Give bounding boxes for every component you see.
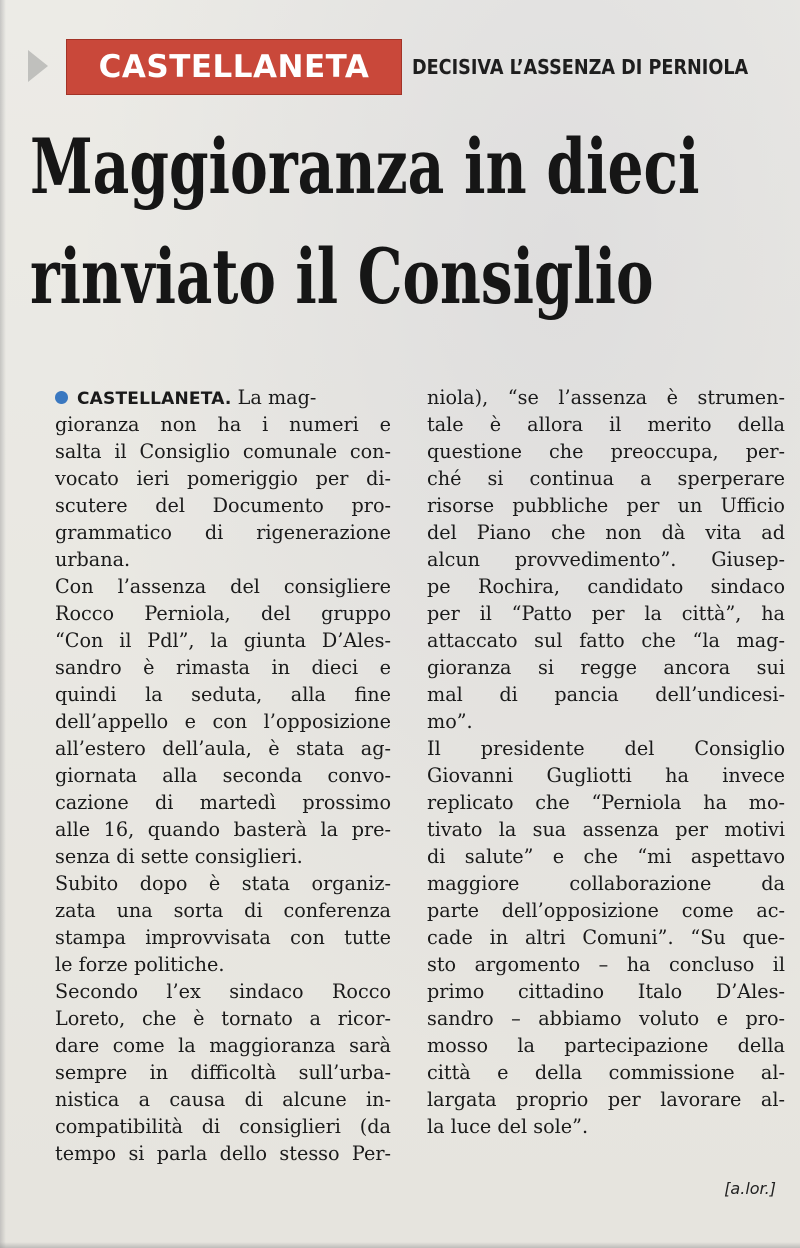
article-line: cazione di martedì prossimo (55, 791, 391, 814)
article-line: alle 16, quando basterà la pre- (55, 818, 391, 841)
headline-line-1: Maggioranza in dieci (30, 122, 700, 211)
article-line: tivato la sua assenza per motivi (427, 818, 785, 841)
article-line: per il “Patto per la città”, ha (427, 602, 785, 625)
article-line-text: La mag- (231, 386, 317, 409)
kicker-subtitle: DECISIVA L’ASSENZA DI PERNIOLA (412, 55, 749, 79)
headline-line-2: rinviato il Consiglio (30, 232, 654, 321)
article-line: Il presidente del Consiglio (427, 737, 785, 760)
article-line: quindi la seduta, alla fine (55, 683, 391, 706)
article-line: attaccato sul fatto che “la mag- (427, 629, 785, 652)
article-line: Loreto, che è tornato a ricor- (55, 1007, 391, 1030)
article-line: Con l’assenza del consigliere (55, 575, 391, 598)
article-line: giornata alla seconda convo- (55, 764, 391, 787)
article-line: ché si continua a sperperare (427, 467, 785, 490)
article-line: sandro – abbiamo voluto e pro- (427, 1007, 785, 1030)
article-line: nistica a causa di alcune in- (55, 1088, 391, 1111)
article-line: zata una sorta di conferenza (55, 899, 391, 922)
article-line: Subito dopo è stata organiz- (55, 872, 391, 895)
scan-edge-left (0, 0, 6, 1248)
article-line: Rocco Perniola, del gruppo (55, 602, 391, 625)
article-line: sandro è rimasta in dieci e (55, 656, 391, 679)
article-line: grammatico di rigenerazione (55, 521, 391, 544)
article-line: gioranza si regge ancora sui (427, 656, 785, 679)
article-line: mal di pancia dell’undicesi- (427, 683, 785, 706)
article-first-line (55, 384, 391, 411)
article-line: vocato ieri pomeriggio per di- (55, 467, 391, 490)
arrow-icon (28, 50, 48, 82)
article-column-right (427, 384, 785, 1140)
article-line: città e della commissione al- (427, 1061, 785, 1084)
author-signature: [a.lor.] (724, 1179, 776, 1198)
article-line: scutere del Documento pro- (55, 494, 391, 517)
kicker-location: CASTELLANETA (66, 39, 402, 95)
article-line: gioranza non ha i numeri e (55, 413, 391, 436)
article-line: sempre in difficoltà sull’urba- (55, 1061, 391, 1084)
article-line: compatibilità di consiglieri (da (55, 1115, 391, 1138)
article-line: “Con il Pdl”, la giunta D’Ales- (55, 629, 391, 652)
article-line: la luce del sole”. (427, 1115, 589, 1138)
scan-edge-bottom (0, 1242, 800, 1248)
article-line: alcun provvedimento”. Giusep- (427, 548, 785, 571)
article-line: Secondo l’ex sindaco Rocco (55, 980, 391, 1003)
article-line: risorse pubbliche per un Ufficio (427, 494, 785, 517)
article-line: cade in altri Comuni”. “Su que- (427, 926, 785, 949)
article-line: senza di sette consiglieri. (55, 845, 303, 868)
dateline: CASTELLANETA. (77, 389, 232, 409)
article-line: primo cittadino Italo D’Ales- (427, 980, 785, 1003)
article-line: pe Rochira, candidato sindaco (427, 575, 785, 598)
article-line: niola), “se l’assenza è strumen- (427, 386, 785, 409)
article-line: maggiore collaborazione da (427, 872, 785, 895)
article-line: mosso la partecipazione della (427, 1034, 785, 1057)
article-line: replicato che “Perniola ha mo- (427, 791, 785, 814)
headline (30, 112, 790, 332)
article-line: sto argomento – ha concluso il (427, 953, 785, 976)
article-column-left (55, 384, 391, 1167)
article-line: tempo si parla dello stesso Per- (55, 1142, 391, 1165)
article-line: di salute” e che “mi aspettavo (427, 845, 785, 868)
article-line: salta il Consiglio comunale con- (55, 440, 391, 463)
article-line: urbana. (55, 548, 131, 571)
article-line: del Piano che non dà vita ad (427, 521, 785, 544)
article-line: all’estero dell’aula, è stata ag- (55, 737, 391, 760)
article-line: Giovanni Gugliotti ha invece (427, 764, 785, 787)
article-line: dare come la maggioranza sarà (55, 1034, 391, 1057)
article-line: questione che preoccupa, per- (427, 440, 785, 463)
article-line: parte dell’opposizione come ac- (427, 899, 785, 922)
article-line: stampa improvvisata con tutte (55, 926, 391, 949)
article-line: le forze politiche. (55, 953, 225, 976)
article-line: tale è allora il merito della (427, 413, 785, 436)
article-line: mo”. (427, 710, 473, 733)
article-line: largata proprio per lavorare al- (427, 1088, 785, 1111)
kicker (66, 39, 800, 95)
bullet-icon (55, 391, 68, 404)
article-line: dell’appello e con l’opposizione (55, 710, 391, 733)
